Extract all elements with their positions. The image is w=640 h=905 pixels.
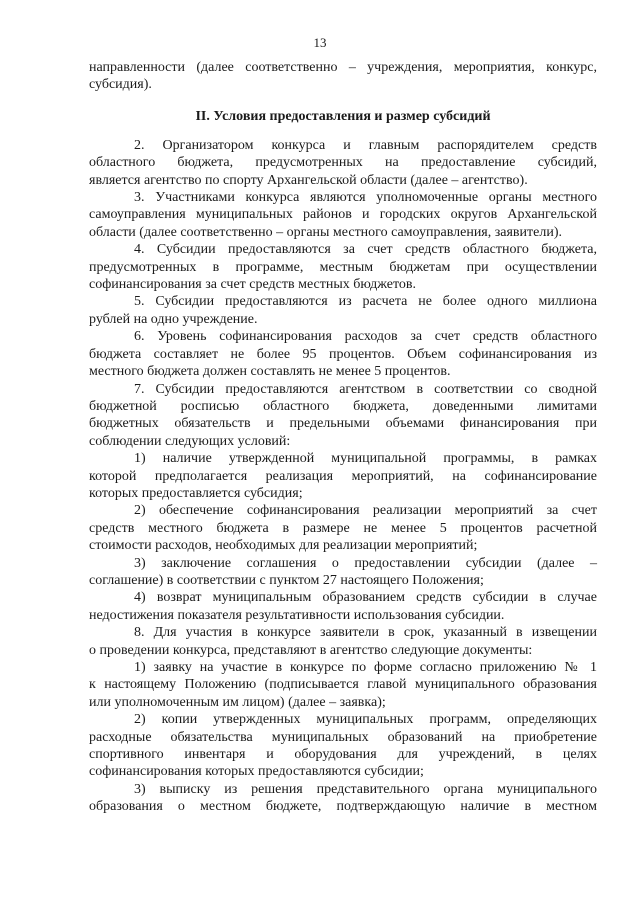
text-line: соглашение) в соответствии с пунктом 27 настоящего Положения; [89,572,484,588]
text-line: 1) заявку на участие в конкурсе по форме согласно приложению № 1 [134,660,597,675]
text-line: которых предоставляется субсидия; [89,485,303,501]
text-line: местного бюджета должен составлять не менее 5 процентов. [89,364,451,380]
paragraph [89,241,597,293]
text-line: стоимости расходов, необходимых для реализации мероприятий; [89,538,478,554]
text-line: 5. Субсидии предоставляются из расчета не более одного миллиона [134,294,597,310]
text-line: 1) наличие утвержденной муниципальной программы, в рамках [134,451,597,467]
text-line: бюджета составляет не более 95 процентов. Объем софинансирования из [89,346,597,362]
text-line: 2) копии утвержденных муниципальных программ, определяющих [134,712,597,728]
paragraph [89,781,597,816]
text-line: бюджетной росписью областного бюджета, доведенными лимитами [89,398,597,414]
text-line: является агентство по спорту Архангельской области (далее – агентство). [89,172,528,188]
paragraph [89,589,597,624]
text-line: области (далее соответственно – органы местного самоуправления, заявители). [89,224,563,240]
paragraph [89,189,597,241]
paragraph [89,293,597,328]
text-line: 6. Уровень софинансирования расходов за счет средств областного [134,329,597,345]
text-line: 3) выписку из решения представительного органа муниципального [134,781,597,797]
text-line: о проведении конкурса, представляют в агентство следующие документы: [89,642,533,658]
text-line: средств местного бюджета в размере не менее 5 процентов расчетной [89,520,597,536]
page-number: 13 [313,35,327,50]
paragraph [89,711,597,781]
text-line: самоуправления муниципальных районов и городских округов Архангельской [89,207,597,223]
text-line: недостижения показателя результативности использования субсидии. [89,607,505,623]
text-line: соблюдении следующих условий: [89,433,291,449]
text-line: расходные обязательства муниципальных образований на приобретение [89,729,597,745]
paragraph [89,502,597,554]
paragraph [89,381,597,451]
text-line: 2) обеспечение софинансирования реализации мероприятий за счет [134,503,597,519]
text-line: 8. Для участия в конкурсе заявители в срок, указанный в извещении [134,625,597,641]
paragraph [89,450,597,502]
paragraph [89,659,597,711]
text-line: субсидия). [89,77,152,93]
paragraph [89,137,597,189]
text-line: софинансирования которых предоставляются субсидии; [89,764,424,780]
section-title: II. Условия предоставления и размер субсидий [195,108,491,124]
text-line: образования о местном бюджете, подтверждающую наличие в местном [89,799,597,815]
text-line: 4) возврат муниципальным образованием средств субсидии в случае [134,590,597,606]
document-body [89,59,597,816]
text-line: которой предполагается реализация мероприятий, на софинансирование [89,468,597,484]
text-line: 3) заключение соглашения о предоставлении субсидии (далее – [134,555,597,571]
text-line: областного бюджета, предусмотренных на предоставление субсидий, [89,155,597,171]
text-line: 2. Организатором конкурса и главным распорядителем средств [134,137,597,153]
paragraph-list [89,137,597,816]
paragraph [89,555,597,590]
text-line: спортивного инвентаря и оборудования для учреждений, в целях [89,747,597,763]
paragraph [89,624,597,659]
text-line: 4. Субсидии предоставляются за счет средств областного бюджета, [134,242,597,258]
intro-paragraph [89,59,597,94]
text-line: бюджетных обязательств и предельными объемами финансирования при [89,416,597,432]
text-line: рублей на одно учреждение. [89,311,258,327]
text-line: к настоящему Положению (подписывается главой муниципального образования [89,677,597,693]
paragraph [89,328,597,380]
text-line: 3. Участниками конкурса являются уполномоченные органы местного [134,190,597,206]
text-line: предусмотренных в программе, местным бюджетам при осуществлении [89,259,597,275]
text-line: или уполномоченным им лицом) (далее – заявка); [89,694,386,710]
text-line: направленности (далее соответственно – учреждения, мероприятия, конкурс, [89,60,597,75]
text-line: софинансирования за счет средств местных бюджетов. [89,277,416,293]
text-line: 7. Субсидии предоставляются агентством в соответствии со сводной [134,381,597,397]
